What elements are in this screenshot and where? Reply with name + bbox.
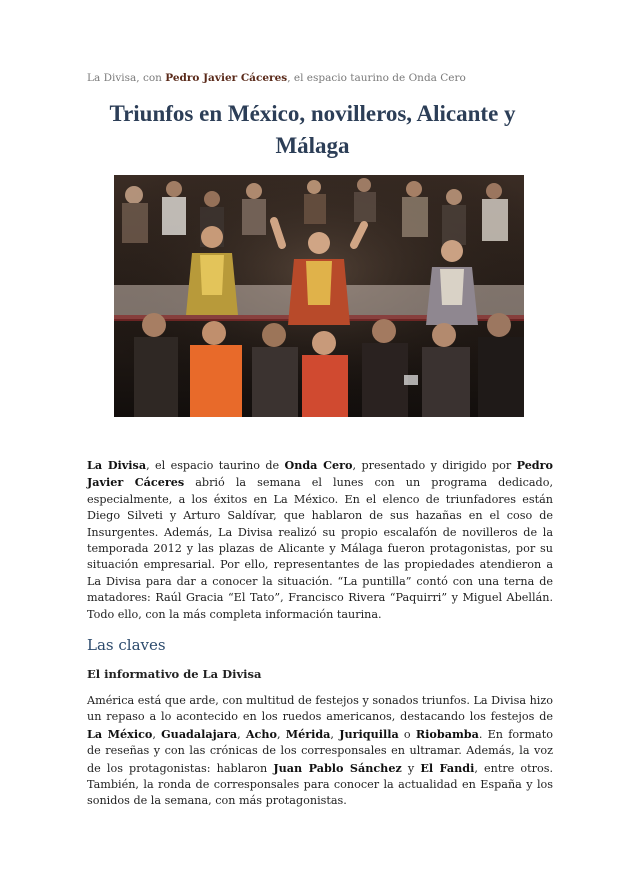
p2-acho: Acho <box>245 726 277 741</box>
news-paragraph <box>87 693 553 810</box>
p2-sep: y <box>401 761 421 775</box>
kicker-prefix: La Divisa, con <box>87 72 166 84</box>
section-heading: Las claves <box>87 636 166 654</box>
intro-text-1: , el espacio taurino de <box>146 459 285 472</box>
p2-sep: o <box>398 727 416 741</box>
p2-text-1: América está que arde, con multitud de festejos y sonados triunfos. La Divisa hizo un repaso a lo acontecido en los ruedos americanos, destacando los festejos de <box>87 694 553 724</box>
intro-text-2: , presentado y dirigido por <box>352 459 517 472</box>
p2-guadalajara: Guadalajara <box>161 726 238 741</box>
p2-merida: Mérida <box>285 726 331 741</box>
intro-la-divisa: La Divisa <box>87 458 147 472</box>
p2-la-mexico: La México <box>87 726 153 741</box>
p2-sep: , <box>152 727 162 741</box>
intro-onda-cero: Onda Cero <box>284 458 353 472</box>
p2-juriquilla: Juriquilla <box>339 726 399 741</box>
p2-text-3: , entre otros. También, la ronda de corresponsales para conocer la actualidad en España y los sonidos de la semana, con más protagonistas. <box>87 761 554 808</box>
bullfighters-photo <box>114 175 524 417</box>
kicker-line <box>87 72 557 84</box>
kicker-suffix: , el espacio taurino de Onda Cero <box>287 72 466 84</box>
kicker-author-link[interactable]: Pedro Javier Cáceres <box>165 72 288 84</box>
p2-text-2: . En formato de reseñas y con las crónicas de los corresponsales en ultramar. Además, la voz de los protagonistas: hablaron <box>87 727 553 775</box>
p2-el-fandi: El Fandi <box>420 760 475 775</box>
p2-juan-pablo-sanchez: Juan Pablo Sánchez <box>273 760 402 775</box>
intro-presenter: Pedro Javier Cáceres <box>87 458 553 490</box>
intro-text-3: abrió la semana el lunes con un programa dedicado, especialmente, a los éxitos en La México. En el elenco de triunfadores están Diego Silveti y Arturo Saldívar, que hablaron de sus hazañas en el coso de Insurgentes. Además, La Divisa realizó su propio escalafón de novilleros de la temporada 2012 y las plazas de Alicante y Málaga fueron protagonistas, por su situación empresarial. Por ello, representantes de las propiedades atendieron a La Divisa para dar a conocer la situación. “La puntilla” contó con una terna de matadores: Raúl Gracia “El Tato”, Francisco Rivera “Paquirri” y Miguel Abellán. Todo ello, con la más completa información taurina. <box>87 476 554 621</box>
p2-riobamba: Riobamba <box>415 726 479 741</box>
article-title: Triunfos en México, novilleros, Alicante y Málaga <box>109 101 516 158</box>
p2-sep: , <box>237 727 246 741</box>
subheading: El informativo de La Divisa <box>87 667 262 681</box>
p2-sep: , <box>276 727 286 741</box>
article-photo <box>114 175 524 417</box>
p2-sep: , <box>330 727 340 741</box>
intro-paragraph <box>87 457 553 623</box>
